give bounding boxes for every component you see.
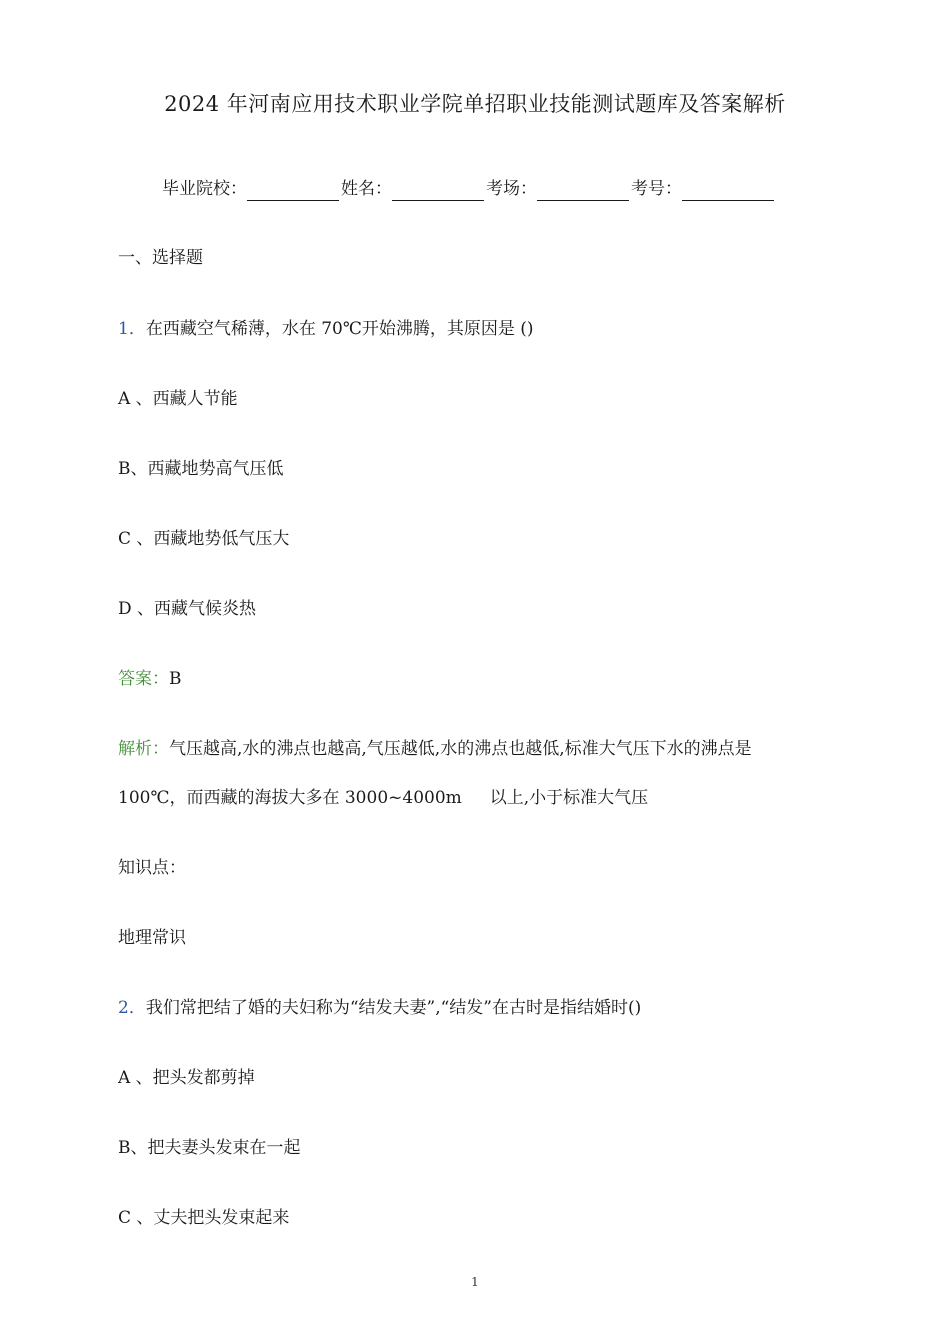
q1-option-a: A 、西藏人节能 [118, 389, 238, 409]
question-2-text: 我们常把结了婚的夫妇称为“结发夫妻”,“结发”在古时是指结婚时() [145, 998, 642, 1018]
question-1 [118, 317, 534, 341]
answer-value: B [169, 669, 182, 689]
school-blank [247, 182, 339, 201]
document-title: 2024 年河南应用技术职业学院单招职业技能测试题库及答案解析 [164, 92, 786, 116]
q2-option-a: A 、把头发都剪掉 [118, 1068, 255, 1088]
analysis-label: 解析： [118, 739, 169, 759]
question-2 [118, 996, 641, 1020]
name-blank [392, 182, 484, 201]
analysis-text-2a: 100℃，而西藏的海拔大多在 3000~4000m [118, 788, 462, 808]
knowledge-label: 知识点： [118, 858, 186, 878]
section-heading: 一、选择题 [118, 248, 203, 268]
q2-option-b: B、把夫妻头发束在一起 [118, 1138, 301, 1158]
question-1-text: 在西藏空气稀薄，水在 70℃开始沸腾，其原因是 () [145, 319, 534, 339]
analysis-text-1: 气压越高,水的沸点也越高,气压越低,水的沸点也越低,标准大气压下水的沸点是 [169, 739, 752, 759]
school-label: 毕业院校： [162, 179, 247, 199]
q1-option-b: B、西藏地势高气压低 [118, 459, 284, 479]
number-label: 考号： [631, 179, 682, 199]
question-2-number: 2． [118, 998, 146, 1018]
name-label: 姓名： [341, 179, 392, 199]
room-label: 考场： [486, 179, 537, 199]
q1-analysis-line-2 [118, 786, 648, 810]
knowledge-value: 地理常识 [118, 928, 186, 948]
analysis-text-2b: 以上,小于标准大气压 [489, 788, 649, 808]
q2-option-c: C 、丈夫把头发束起来 [118, 1208, 290, 1228]
q1-option-d: D 、西藏气候炎热 [118, 599, 257, 619]
q1-answer [118, 667, 182, 691]
number-blank [682, 182, 774, 201]
page-number: 1 [471, 1275, 479, 1289]
question-1-number: 1． [118, 319, 146, 339]
student-info-row [162, 177, 776, 201]
q1-option-c: C 、西藏地势低气压大 [118, 529, 290, 549]
q1-analysis-line-1 [118, 737, 752, 761]
room-blank [537, 182, 629, 201]
answer-label: 答案： [118, 669, 169, 689]
